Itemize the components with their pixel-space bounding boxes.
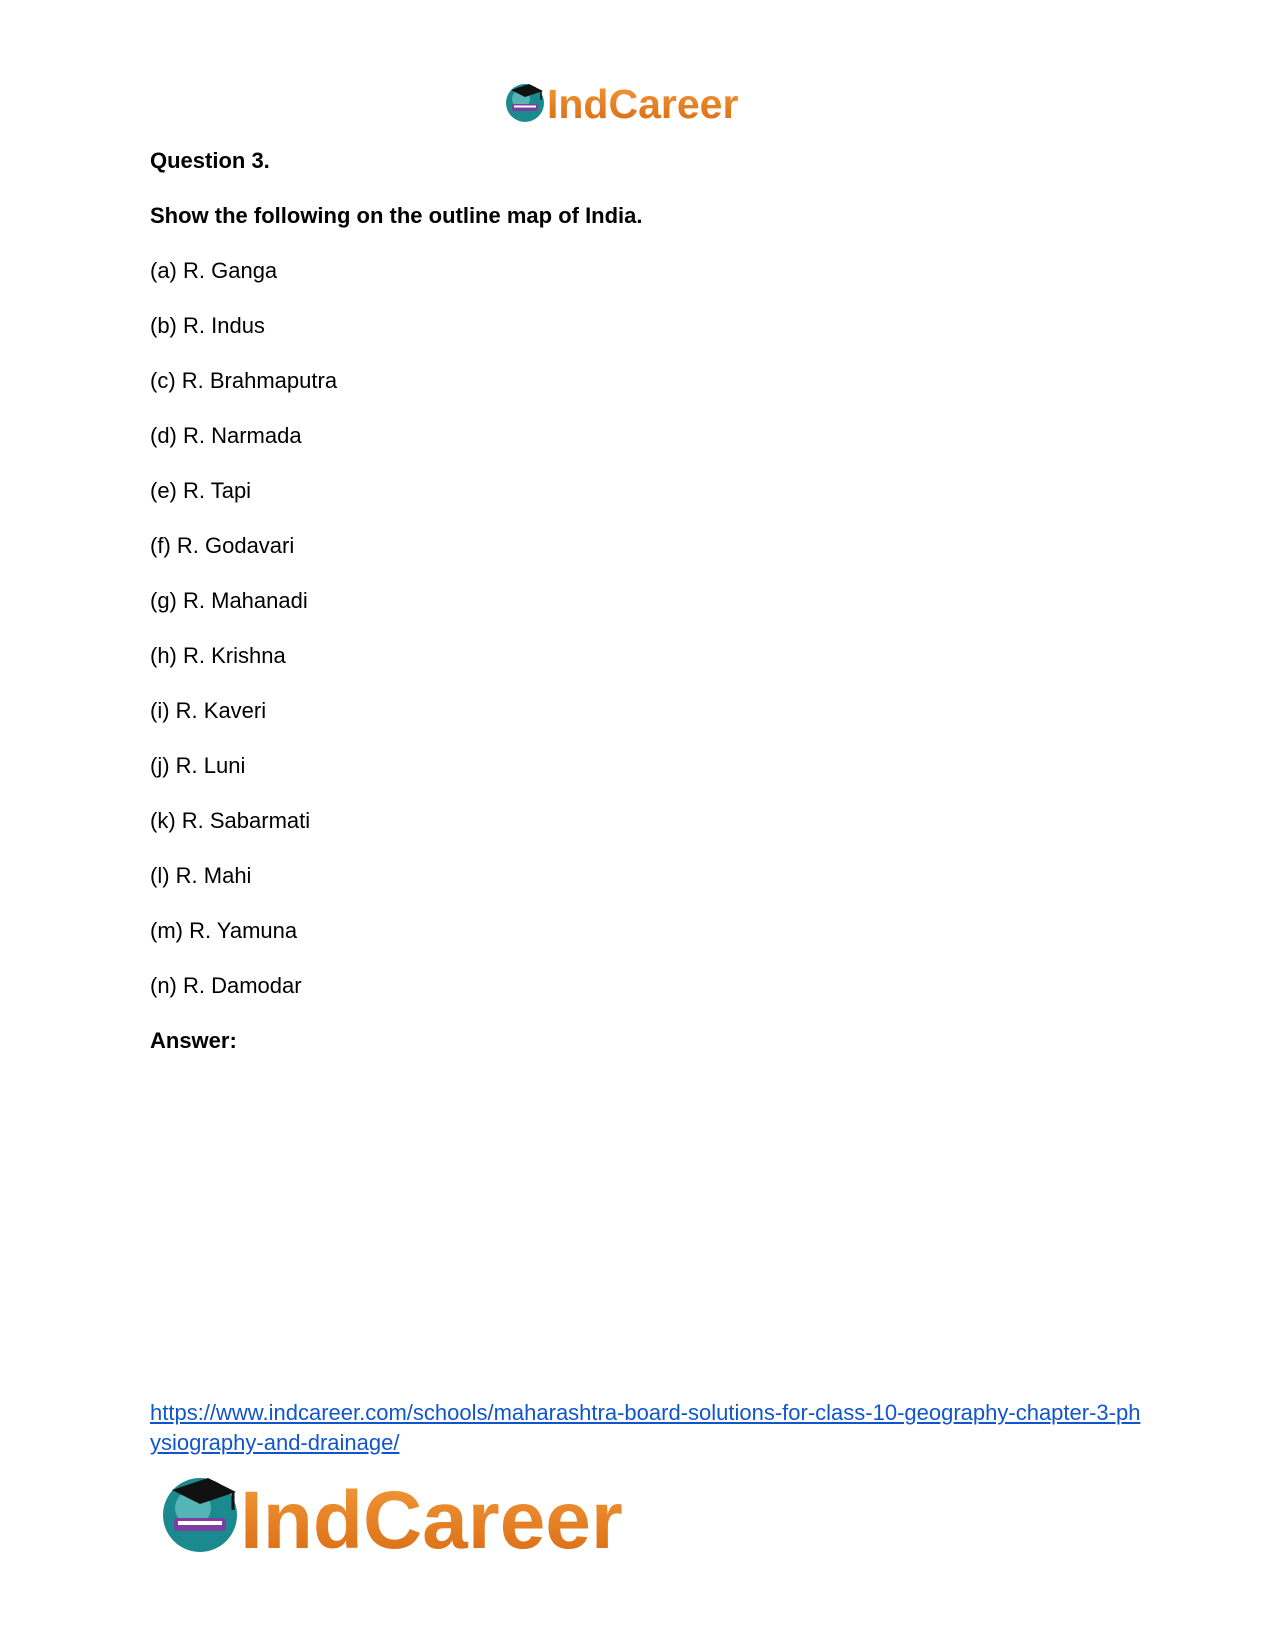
footer-logo <box>160 1468 700 1558</box>
list-item: (d) R. Narmada <box>150 423 302 448</box>
list-item: (a) R. Ganga <box>150 258 278 283</box>
list-item: (b) R. Indus <box>150 313 265 338</box>
header-logo-text: IndCareer <box>547 81 739 127</box>
list-item: (n) R. Damodar <box>150 973 302 998</box>
list-item: (h) R. Krishna <box>150 643 286 668</box>
answer-label: Answer: <box>150 1028 237 1053</box>
graduation-cap-book-globe-icon <box>506 84 544 122</box>
list-item: (e) R. Tapi <box>150 478 252 503</box>
river-list <box>150 256 1130 1001</box>
list-item: (k) R. Sabarmati <box>150 808 311 833</box>
footer-logo-text: IndCareer <box>240 1475 623 1558</box>
list-item: (g) R. Mahanadi <box>150 588 308 613</box>
list-item: (f) R. Godavari <box>150 533 295 558</box>
question-title: Question 3. <box>150 148 270 173</box>
graduation-cap-book-globe-icon <box>163 1478 237 1552</box>
question-prompt: Show the following on the outline map of India. <box>150 203 643 228</box>
list-item: (j) R. Luni <box>150 753 246 778</box>
list-item: (c) R. Brahmaputra <box>150 368 338 393</box>
source-link[interactable]: https://www.indcareer.com/schools/maharashtra-board-solutions-for-class-10-geography-chapter-3-physiography-and-drainage/ <box>150 1400 1141 1455</box>
list-item: (i) R. Kaveri <box>150 698 267 723</box>
header-logo <box>503 78 773 128</box>
list-item: (m) R. Yamuna <box>150 918 298 943</box>
list-item: (l) R. Mahi <box>150 863 252 888</box>
question-block <box>150 146 1130 1081</box>
